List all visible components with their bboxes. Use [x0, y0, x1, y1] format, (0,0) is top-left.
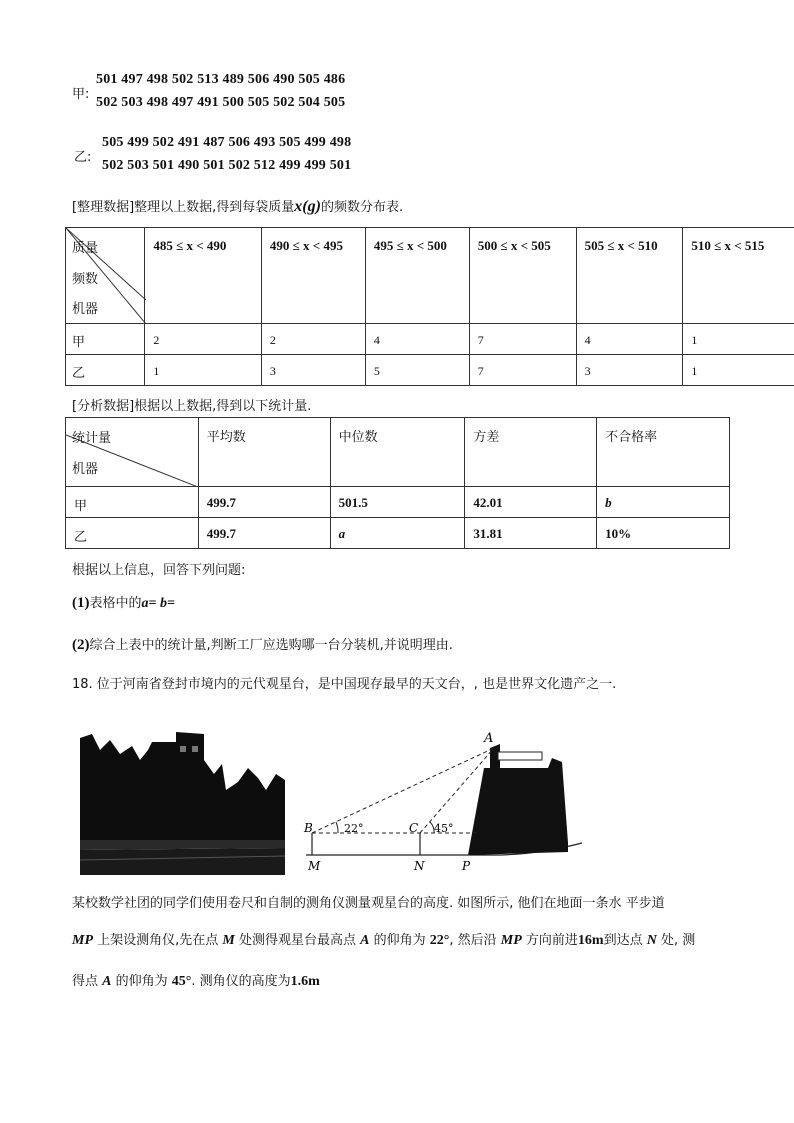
corner-label-quality: 质量	[72, 241, 99, 256]
freq-cell: 2	[145, 324, 262, 355]
corner-label-statistic: 统计量	[72, 431, 112, 446]
freq-cell: 1	[683, 355, 794, 386]
corner-label-machine: 机器	[72, 302, 99, 317]
table-row	[66, 487, 730, 518]
freq-row-jia-name: 甲	[66, 324, 145, 355]
freq-cell: 7	[469, 355, 576, 386]
stats-header-variance: 方差	[465, 418, 597, 487]
freq-cell: 4	[365, 324, 469, 355]
angle-45: 45°	[171, 974, 192, 989]
freq-table-corner	[66, 228, 145, 324]
freq-cell: 2	[261, 324, 365, 355]
corner-label-frequency: 频数	[72, 272, 99, 287]
yi-data-row-1: 505 499 502 491 487 506 493 505 499 498	[102, 135, 352, 150]
question-1-number: (1)	[72, 595, 90, 611]
angle-22-label: 22°	[344, 822, 364, 835]
jia-data-row-2: 502 503 498 497 491 500 505 502 504 505	[96, 95, 346, 110]
freq-row-yi-name: 乙	[66, 355, 145, 386]
organize-text-before: [整理数据]整理以上数据,得到每袋质量	[72, 200, 295, 215]
table-row	[66, 518, 730, 549]
point-a: A	[360, 933, 370, 948]
angle-22: 22°	[429, 933, 450, 948]
freq-header-6: 510 ≤ x < 515	[683, 228, 794, 324]
freq-header-1: 485 ≤ x < 490	[145, 228, 262, 324]
stats-cell: b	[597, 487, 730, 518]
statistics-table	[65, 417, 730, 549]
stats-row-jia-name: 甲	[66, 487, 199, 518]
text: 得点	[72, 974, 103, 989]
freq-header-4: 500 ≤ x < 505	[469, 228, 576, 324]
text: 处, 测	[656, 933, 696, 948]
problem-18-paragraph-line-1: 某校数学社团的同学们使用卷尺和自制的测角仪测量观星台的高度. 如图所示, 他们在地面一条水 平步道	[72, 896, 665, 911]
problem-18-title: 18. 位于河南省登封市境内的元代观星台，是中国现存最早的天文台，, 也是世界文化遗产之一.	[72, 677, 617, 692]
angle-arc-22	[336, 822, 338, 833]
stats-table-corner	[66, 418, 199, 487]
freq-cell: 3	[261, 355, 365, 386]
organize-text-after: 的频数分布表.	[320, 200, 404, 215]
point-m-label: M	[308, 859, 321, 873]
question-2	[72, 634, 453, 654]
stats-cell: 10%	[597, 518, 730, 549]
corner-label-machine: 机器	[72, 462, 99, 477]
question-1-text: 表格中的	[89, 596, 142, 611]
text: 处测得观星台最高点	[234, 933, 361, 948]
organize-variable: x(g)	[294, 198, 321, 215]
jia-label: 甲:	[72, 87, 90, 102]
frequency-table	[65, 227, 794, 386]
distance-16m: 16m	[577, 933, 604, 948]
problem-18-paragraph-line-3	[72, 970, 320, 990]
problem-18-paragraph-line-2	[72, 929, 695, 949]
text: 上架设测角仪,先在点	[93, 933, 223, 948]
point-a-label: A	[484, 731, 494, 746]
text: , 然后沿	[449, 933, 501, 948]
question-1-expression: a= b=	[141, 596, 175, 611]
sight-line-from-b	[312, 748, 494, 833]
jia-data-row-1: 501 497 498 502 513 489 506 490 505 486	[96, 72, 346, 87]
questions-intro: 根据以上信息，回答下列问题:	[72, 563, 246, 578]
stats-cell: 31.81	[465, 518, 597, 549]
freq-header-2: 490 ≤ x < 495	[261, 228, 365, 324]
organize-line	[72, 196, 403, 216]
question-2-text: 综合上表中的统计量,判断工厂应选购哪一台分装机,并说明理由.	[89, 638, 453, 653]
table-row	[66, 324, 794, 355]
stats-row-yi-name: 乙	[66, 518, 199, 549]
segment-mp: MP	[500, 933, 522, 948]
stats-cell: 499.7	[198, 487, 330, 518]
point-c-label: C	[409, 821, 419, 835]
stats-cell: 499.7	[198, 518, 330, 549]
stats-header-mean: 平均数	[198, 418, 330, 487]
instrument-height: 1.6m	[290, 974, 320, 989]
text: 方向前进	[521, 933, 578, 948]
observatory-photo	[80, 720, 285, 875]
point-m: M	[222, 933, 235, 948]
text: 到达点	[603, 933, 647, 948]
point-p-label: P	[462, 859, 471, 873]
measurement-diagram	[300, 728, 590, 878]
analyze-line: [分析数据]根据以上数据,得到以下统计量.	[72, 399, 312, 414]
freq-cell: 5	[365, 355, 469, 386]
freq-header-3: 495 ≤ x < 500	[365, 228, 469, 324]
freq-cell: 7	[469, 324, 576, 355]
point-a: A	[102, 974, 112, 989]
point-b-label: B	[304, 821, 313, 835]
freq-cell: 3	[576, 355, 683, 386]
yi-data-row-2: 502 503 501 490 501 502 512 499 499 501	[102, 158, 352, 173]
freq-cell: 1	[683, 324, 794, 355]
question-2-number: (2)	[72, 637, 90, 653]
segment-mp: MP	[72, 933, 93, 948]
text: 的仰角为	[111, 974, 172, 989]
point-n: N	[646, 933, 657, 948]
stats-cell: 501.5	[330, 487, 465, 518]
freq-header-5: 505 ≤ x < 510	[576, 228, 683, 324]
angle-45-label: 45°	[434, 822, 454, 835]
text: 的仰角为	[369, 933, 430, 948]
stats-cell: 42.01	[465, 487, 597, 518]
question-1	[72, 592, 175, 612]
stats-header-defect-rate: 不合格率	[597, 418, 730, 487]
stats-header-median: 中位数	[330, 418, 465, 487]
stats-cell: a	[330, 518, 465, 549]
freq-cell: 4	[576, 324, 683, 355]
table-row	[66, 355, 794, 386]
freq-cell: 1	[145, 355, 262, 386]
point-n-label: N	[414, 859, 425, 873]
yi-label: 乙:	[74, 150, 92, 165]
text: . 测角仪的高度为	[191, 974, 291, 989]
observatory-building	[468, 744, 568, 855]
